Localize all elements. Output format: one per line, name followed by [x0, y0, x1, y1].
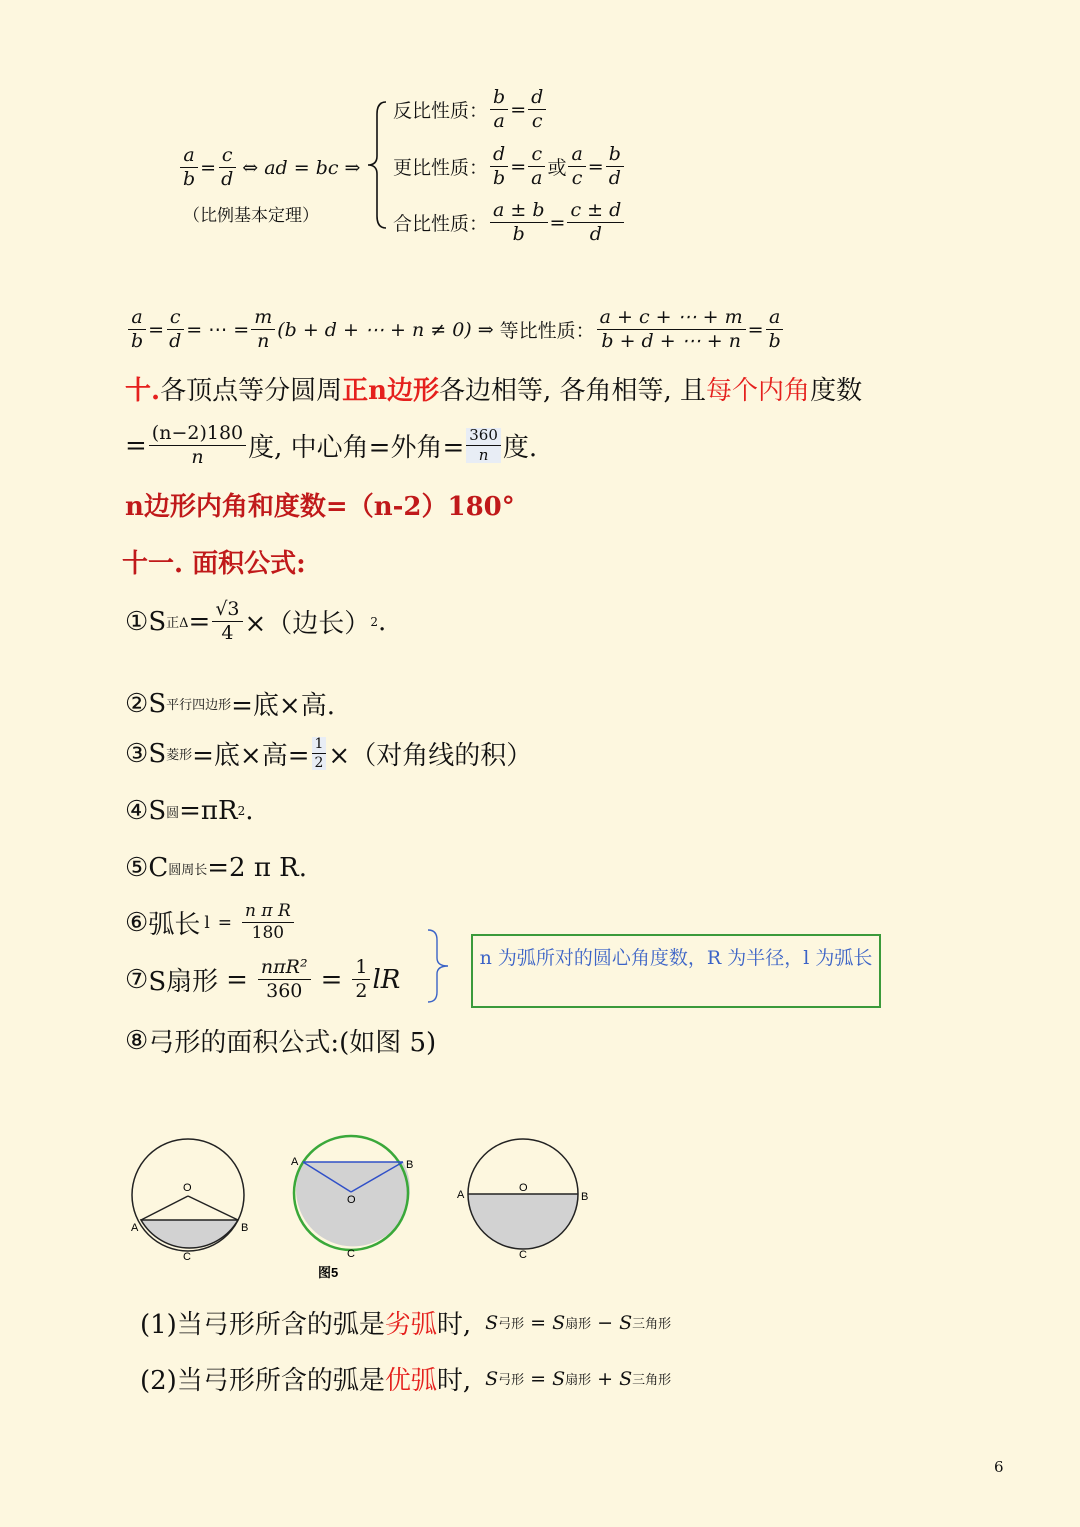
label-o: O — [519, 1182, 528, 1194]
section10-line1 — [125, 370, 862, 407]
equals-sign: = — [217, 912, 233, 933]
numerator: b — [490, 88, 508, 110]
equals-sign: = — [125, 430, 147, 461]
fraction — [166, 308, 184, 351]
circled-number: ④ — [125, 796, 149, 826]
denominator: 4 — [221, 622, 234, 644]
subscript: 弓形 — [498, 1373, 525, 1388]
highlight-minor-arc: 劣弧 — [384, 1310, 437, 1340]
denominator: d — [169, 330, 182, 352]
basic-theorem-caption: （比例基本定理） — [183, 206, 319, 226]
denominator: d — [589, 223, 602, 245]
label-o: O — [183, 1182, 192, 1194]
denominator: d — [608, 167, 621, 189]
fraction — [528, 88, 546, 131]
text: 度, 中心角=外角= — [248, 433, 465, 463]
numerator: a — [128, 308, 145, 330]
text: − S — [597, 1311, 633, 1334]
equals-sign: = — [320, 964, 343, 995]
denominator: n — [257, 330, 270, 352]
highlight-major-arc: 优弧 — [384, 1366, 437, 1396]
equals-sign: = — [226, 964, 248, 995]
subscript: 菱形 — [166, 748, 193, 763]
label-b: B — [241, 1222, 249, 1234]
fraction — [490, 145, 508, 188]
text: 度. — [502, 433, 538, 463]
circled-number: ⑥ — [125, 907, 149, 938]
text: =底×高. — [231, 691, 335, 721]
figure-caption: 图5 — [318, 1265, 339, 1280]
section11-title: 十一. 面积公式: — [122, 549, 306, 579]
equals-sign: = — [188, 606, 211, 637]
numerator: 360 — [466, 428, 501, 446]
circled-number: ③ — [125, 738, 149, 769]
text: . — [377, 606, 387, 637]
denominator: a — [493, 110, 505, 132]
subscript: 扇形 — [565, 1317, 592, 1332]
denominator: b — [768, 330, 781, 352]
numerator: √3 — [212, 600, 242, 622]
denominator: n — [478, 446, 489, 464]
basic-proportion — [178, 146, 360, 189]
central-angle-fraction — [466, 428, 501, 463]
figure-5 — [120, 1130, 620, 1290]
variable-note: n 为弧所对的圆心角度数，R 为半径，l 为弧长 — [471, 934, 881, 1008]
numerator: a — [766, 308, 783, 330]
denominator: a — [531, 167, 543, 189]
page-number: 6 — [994, 1458, 1004, 1476]
equals-sign: = — [549, 211, 566, 234]
fraction — [251, 308, 275, 351]
fraction — [528, 145, 545, 188]
subscript: 圆 — [166, 805, 180, 821]
formula-arc-length — [125, 903, 296, 942]
arc-length-fraction — [242, 903, 294, 942]
numerator: c — [167, 308, 184, 330]
label-a: A — [291, 1156, 299, 1168]
denominator: b — [131, 330, 144, 352]
text: (1)当弓形所含的弧是 — [140, 1310, 385, 1340]
numerator: a — [180, 146, 197, 168]
text: 时, — [436, 1366, 472, 1396]
subscript: 正Δ — [166, 616, 189, 631]
equal-ratio-label: 等比性质： — [499, 320, 595, 342]
label-c: C — [347, 1248, 355, 1260]
subscript: 圆周长 — [168, 862, 208, 878]
text: 各顶点等分圆周 — [160, 376, 343, 406]
text: =底×高= — [192, 741, 310, 771]
subscript: 三角形 — [632, 1373, 672, 1388]
symbol: S — [485, 1311, 499, 1334]
ellipsis-equals: = ⋯ = — [186, 318, 250, 341]
denominator: 2 — [355, 980, 368, 1002]
numerator: a — [568, 145, 585, 167]
circle-major-segment — [291, 1136, 413, 1260]
subscript: 弓形 — [498, 1317, 525, 1332]
label-c: C — [519, 1249, 527, 1261]
symbol: S — [148, 606, 167, 637]
denominator: n — [191, 446, 204, 468]
sector-fraction — [258, 958, 311, 1001]
text: 时, — [436, 1310, 472, 1340]
numerator: 1 — [312, 737, 327, 754]
text: ×（对角线的积） — [328, 741, 533, 771]
superscript: 2 — [370, 614, 378, 629]
inverse-label: 反比性质： — [393, 100, 489, 122]
equal-ratio-property — [126, 308, 786, 351]
symbol: S — [148, 688, 167, 719]
section10-line2 — [125, 424, 537, 467]
componendo-label: 合比性质： — [393, 213, 489, 235]
denominator: c — [531, 110, 543, 132]
symbol: S — [485, 1367, 499, 1390]
subscript: 扇形 — [565, 1373, 592, 1388]
section10-number: 十. — [125, 376, 161, 406]
equals-sign: = — [747, 318, 764, 341]
half-fraction — [352, 958, 370, 1001]
denominator: c — [571, 167, 583, 189]
symbol: S — [148, 796, 167, 826]
sqrt3-over-4 — [212, 600, 242, 643]
condition: (b + d + ⋯ + n ≠ 0) ⇒ — [277, 318, 494, 341]
symbol: l — [204, 912, 210, 933]
basic-theorem-equation: ⇔ ad = bc ⇒ — [242, 156, 361, 179]
fraction — [567, 201, 624, 244]
denominator: b — [512, 223, 525, 245]
circled-number: ⑦ — [125, 964, 149, 995]
numerator: d — [528, 88, 546, 110]
formula-equilateral-triangle — [125, 600, 386, 643]
formula-parallelogram — [125, 685, 335, 722]
formula-circumference — [125, 853, 307, 883]
interior-angle-fraction — [149, 424, 246, 467]
alternate-property — [393, 145, 626, 188]
fraction — [568, 145, 585, 188]
text: + S — [597, 1367, 633, 1390]
text: 度数 — [810, 376, 863, 406]
text: =πR — [179, 796, 238, 826]
fraction-a-b — [180, 146, 198, 189]
equals-sign: = — [510, 98, 527, 121]
text: (2)当弓形所含的弧是 — [140, 1366, 385, 1396]
numerator: (n−2)180 — [149, 424, 246, 446]
formula-rhombus — [125, 735, 532, 772]
denominator: b — [183, 168, 196, 190]
label-b: B — [406, 1159, 414, 1171]
denominator: 2 — [314, 755, 324, 771]
numerator: nπR² — [258, 958, 311, 980]
circled-number: ⑧ — [125, 1025, 149, 1056]
formula-segment — [125, 1022, 436, 1059]
numerator: d — [490, 145, 508, 167]
label-c: C — [183, 1251, 191, 1263]
label-a: A — [131, 1222, 139, 1234]
equals-sign: = — [200, 156, 217, 179]
half-fraction — [312, 737, 327, 770]
circled-number: ② — [125, 688, 149, 719]
numerator: a ± b — [490, 201, 548, 223]
circle-semicircle — [457, 1139, 588, 1261]
fraction — [128, 308, 146, 351]
denominator: d — [221, 168, 234, 190]
big-fraction — [597, 308, 746, 351]
case-minor-arc — [140, 1304, 671, 1341]
label-o: O — [347, 1194, 356, 1206]
numerator: c — [528, 145, 545, 167]
formula-circle-area — [125, 796, 254, 826]
numerator: c ± d — [567, 201, 624, 223]
formula-sector-area — [125, 958, 400, 1001]
denominator: b + d + ⋯ + n — [601, 330, 741, 352]
fraction — [490, 88, 508, 131]
numerator: c — [219, 146, 236, 168]
text: 弧长 — [148, 910, 201, 940]
symbol: S — [148, 738, 167, 769]
label-b: B — [581, 1191, 589, 1203]
text: 弓形的面积公式:(如图 5) — [148, 1028, 437, 1058]
numerator: 1 — [352, 958, 370, 980]
text: ×（边长） — [244, 609, 371, 639]
text: = S — [530, 1311, 566, 1334]
fraction — [766, 308, 784, 351]
text: = S — [530, 1367, 566, 1390]
inverse-property — [393, 88, 548, 131]
symbol: C — [148, 853, 169, 883]
highlight-regular-polygon: 正n边形 — [342, 376, 439, 406]
numerator: a + c + ⋯ + m — [597, 308, 746, 330]
equals-sign: = — [587, 155, 604, 178]
interior-angle-sum: n边形内角和度数=（n-2）180° — [125, 492, 515, 522]
subscript: 三角形 — [632, 1317, 672, 1332]
fraction-c-d — [218, 146, 236, 189]
subscript: 平行四边形 — [166, 698, 232, 713]
text: . — [245, 796, 254, 826]
right-brace — [424, 928, 454, 1004]
numerator: b — [606, 145, 624, 167]
fraction — [606, 145, 624, 188]
left-brace — [366, 100, 388, 230]
equals-sign: = — [148, 318, 165, 341]
text: =2 π R. — [207, 853, 308, 883]
highlight-interior-angle: 每个内角 — [706, 376, 811, 406]
circled-number: ① — [125, 606, 149, 637]
numerator: n π R — [242, 903, 294, 923]
alternate-label: 更比性质： — [393, 157, 489, 179]
or-word: 或 — [547, 157, 567, 179]
superscript: 2 — [237, 804, 246, 818]
text: 各边相等, 各角相等, 且 — [438, 376, 707, 406]
text: S扇形 — [148, 967, 219, 997]
circled-number: ⑤ — [125, 853, 149, 883]
denominator: b — [493, 167, 506, 189]
denominator: 180 — [251, 923, 285, 943]
componendo-property — [393, 201, 626, 244]
text: lR — [372, 964, 401, 995]
label-a: A — [457, 1189, 465, 1201]
fraction — [490, 201, 548, 244]
case-major-arc — [140, 1360, 671, 1397]
equals-sign: = — [510, 155, 527, 178]
denominator: 360 — [266, 980, 303, 1002]
circle-minor-segment — [131, 1139, 248, 1263]
numerator: m — [251, 308, 275, 330]
